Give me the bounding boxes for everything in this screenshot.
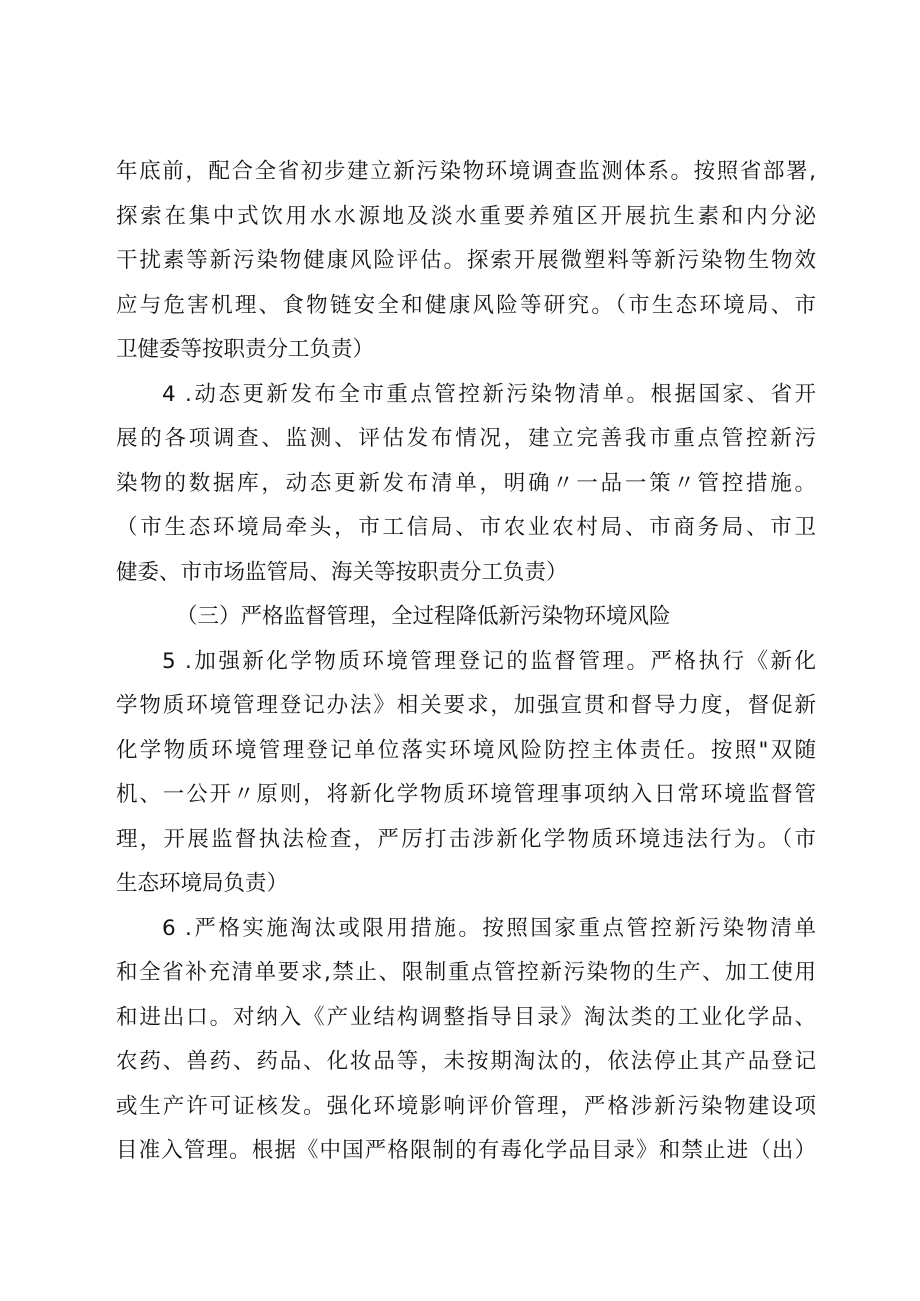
text-line: 应与危害机理、食物链安全和健康风险等研究。（市生态环境局、市 bbox=[116, 292, 816, 318]
text-line: 探索在集中式饮用水水源地及淡水重要养殖区开展抗生素和内分泌 bbox=[116, 203, 816, 229]
text-line: 卫健委等按职责分工负责） bbox=[116, 337, 375, 362]
text-line: 或生产许可证核发。强化环境影响评价管理，严格涉新污染物建设项 bbox=[116, 1093, 816, 1119]
text-line: 目准入管理。根据《中国严格限制的有毒化学品目录》和禁止进（出） bbox=[116, 1138, 816, 1163]
text-line: 学物质环境管理登记办法》相关要求，加强宣贯和督导力度，督促新 bbox=[116, 693, 816, 718]
text-line: 4 .动态更新发布全市重点管控新污染物清单。根据国家、省开 bbox=[162, 381, 816, 407]
text-line: （市生态环境局牵头，市工信局、市农业农村局、市商务局、市卫 bbox=[116, 515, 816, 540]
paragraph-item-6 bbox=[116, 907, 816, 1174]
text-line: 理，开展监督执法检查，严厉打击涉新化学物质环境违法行为。（市 bbox=[116, 826, 816, 852]
text-line: 染物的数据库，动态更新发布清单，明确〃一品一策〃管控措施。 bbox=[116, 470, 816, 496]
text-line: 健委、市市场监管局、海关等按职责分工负责） bbox=[116, 559, 568, 585]
document-body bbox=[116, 150, 816, 1174]
text-line: 展的各项调查、监测、评估发布情况，建立完善我市重点管控新污 bbox=[116, 426, 816, 451]
text-line: 6 .严格实施淘汰或限用措施。按照国家重点管控新污染物清单 bbox=[162, 915, 816, 941]
paragraph-item-4 bbox=[116, 373, 816, 596]
paragraph-continuation bbox=[116, 150, 816, 373]
text-line: 年底前，配合全省初步建立新污染物环境调查监测体系。按照省部署, bbox=[116, 159, 816, 184]
text-line: 机、一公开〃原则，将新化学物质环境管理事项纳入日常环境监督管 bbox=[116, 782, 816, 807]
section-heading: （三）严格监督管理，全过程降低新污染物环境风险 bbox=[176, 604, 671, 629]
paragraph-item-5 bbox=[116, 640, 816, 907]
text-line: 5 .加强新化学物质环境管理登记的监督管理。严格执行《新化 bbox=[162, 648, 816, 674]
text-line: 和进出口。对纳入《产业结构调整指导目录》淘汰类的工业化学品、 bbox=[116, 1004, 816, 1030]
text-line: 农药、兽药、药品、化妆品等，未按期淘汰的，依法停止其产品登记 bbox=[116, 1049, 816, 1074]
text-line: 干扰素等新污染物健康风险评估。探索开展微塑料等新污染物生物效 bbox=[116, 248, 816, 273]
text-line: 生态环境局负责） bbox=[116, 871, 289, 896]
text-line: 化学物质环境管理登记单位落实环境风险防控主体责任。按照"双随 bbox=[116, 737, 816, 763]
text-line: 和全省补充清单要求,禁止、限制重点管控新污染物的生产、加工使用 bbox=[116, 960, 816, 985]
section-heading-3 bbox=[116, 595, 816, 640]
